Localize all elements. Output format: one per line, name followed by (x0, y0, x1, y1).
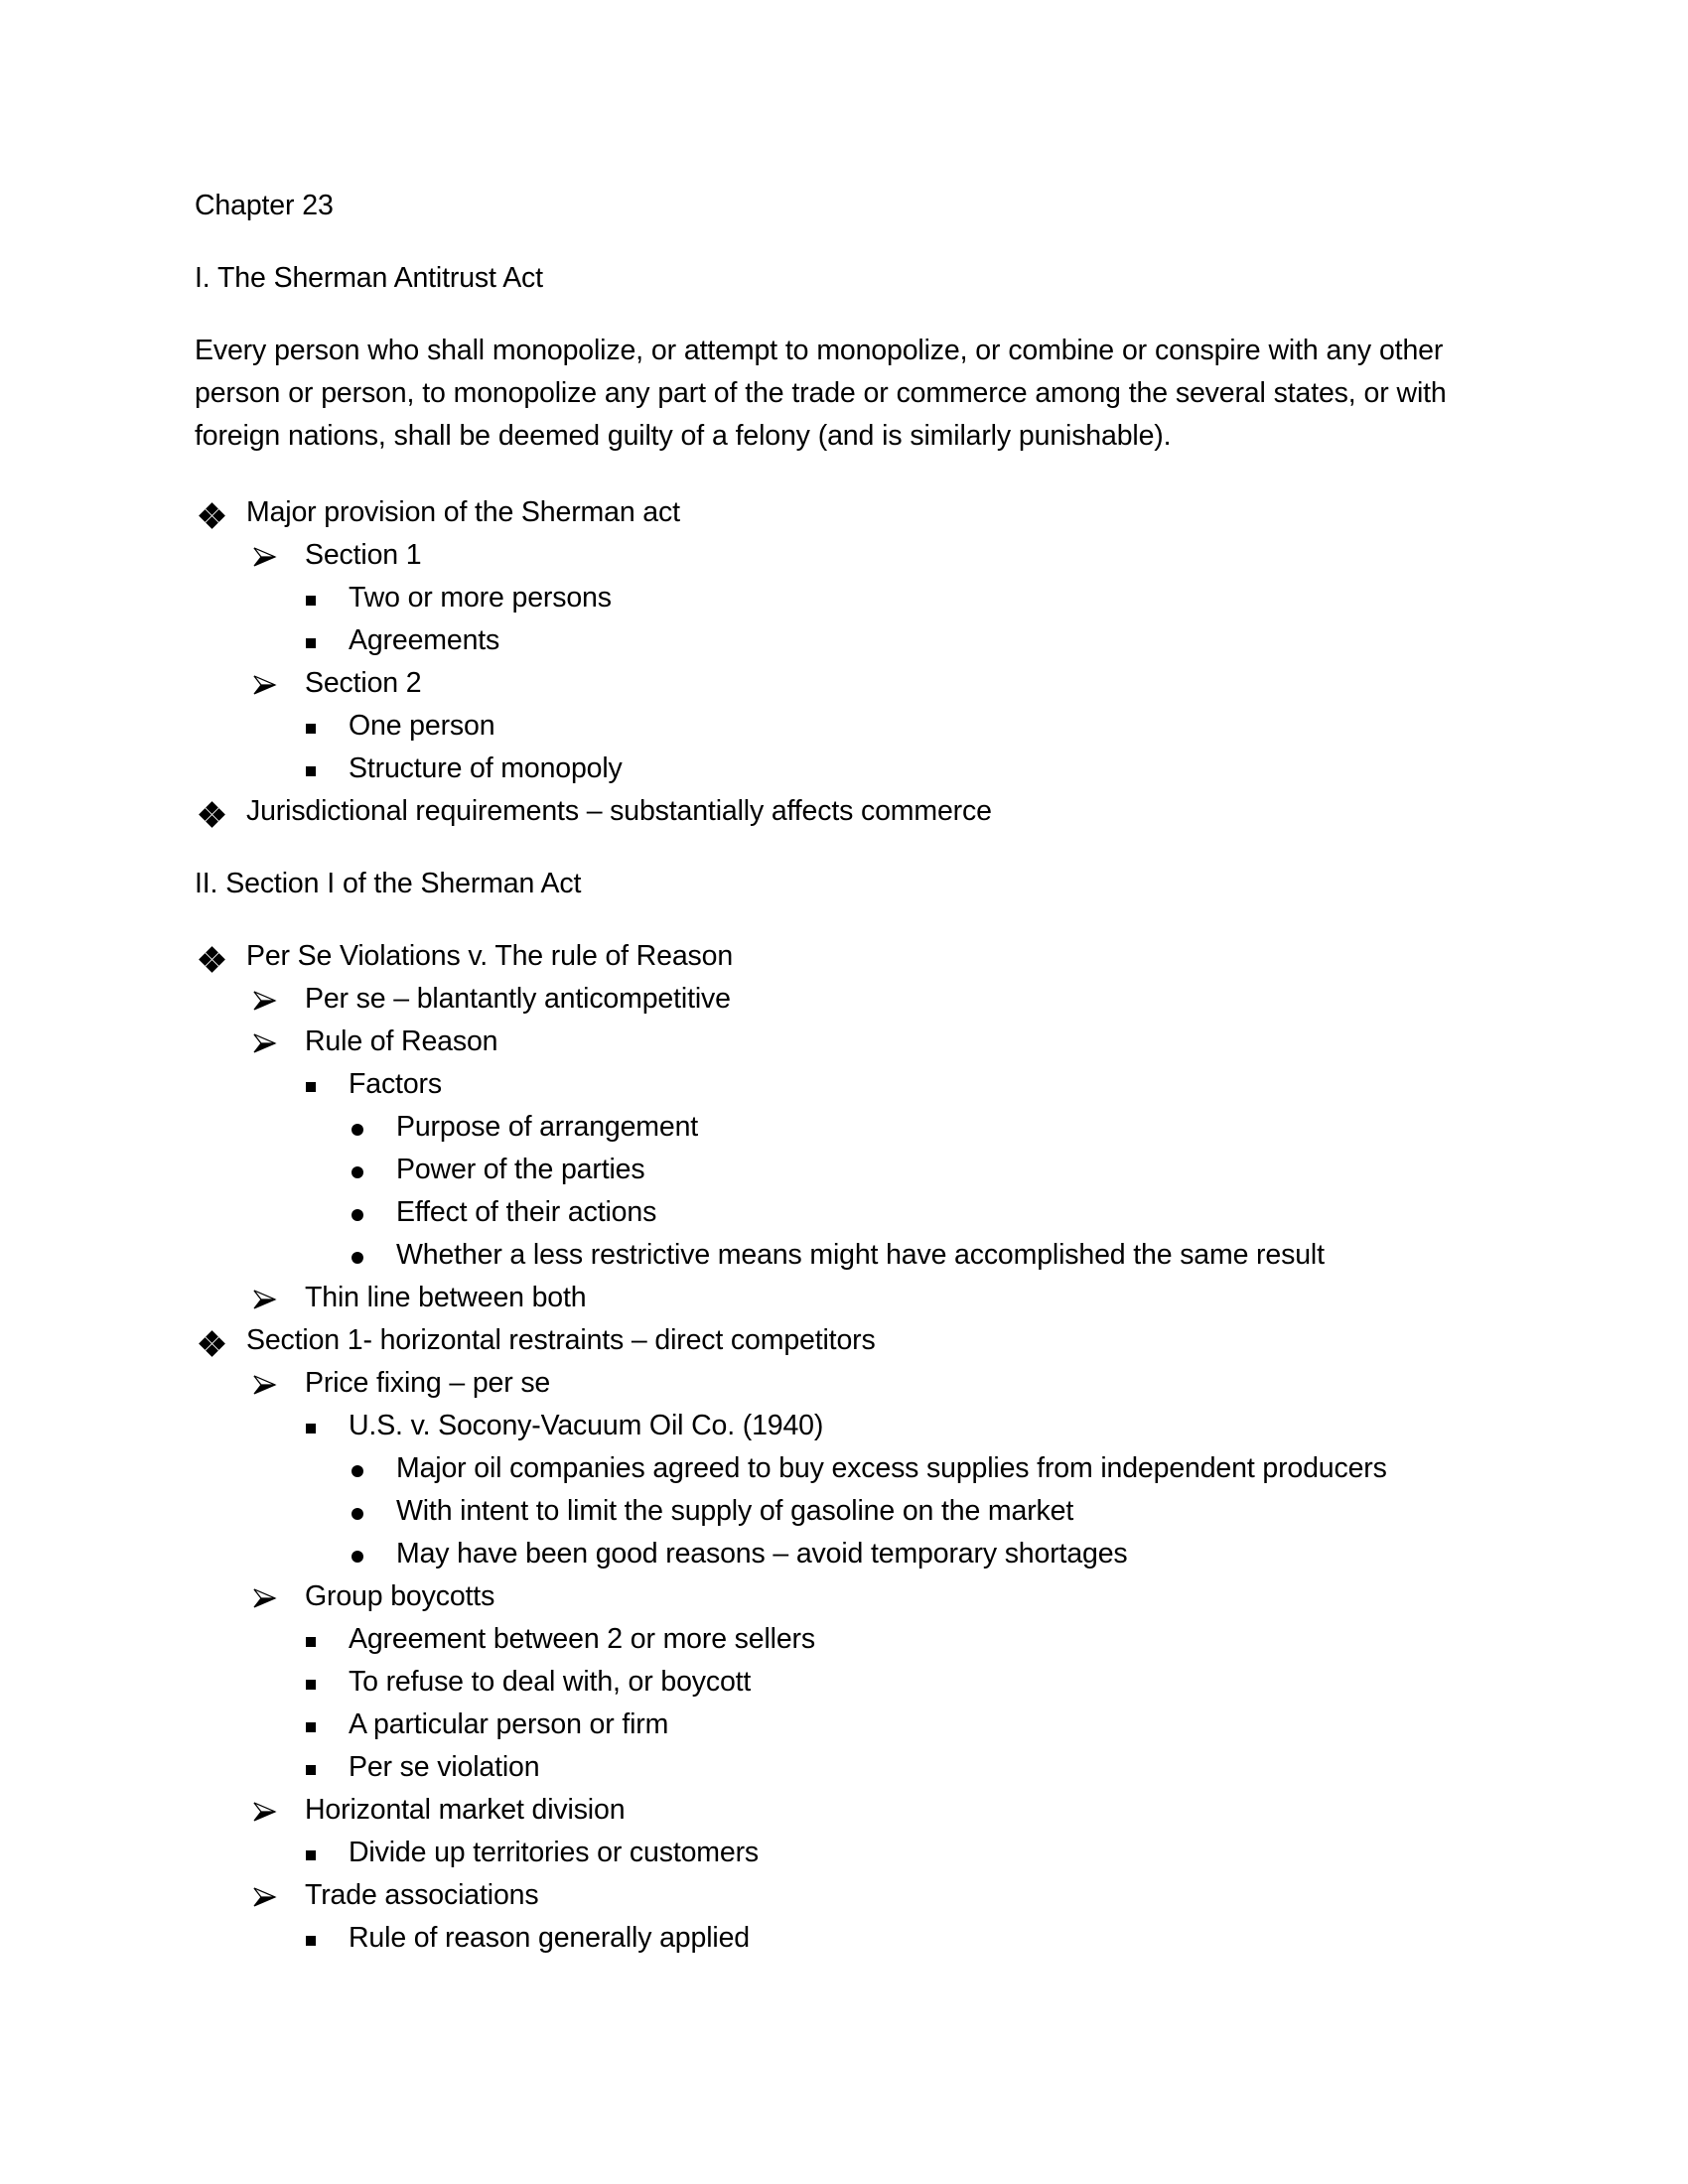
list-item-row (195, 748, 1476, 790)
list-item (195, 1405, 1476, 1447)
list-item-label: Section 2 (305, 667, 422, 699)
list-item (195, 1704, 1476, 1746)
list-item-label: To refuse to deal with, or boycott (349, 1666, 752, 1698)
dot-icon (352, 1447, 365, 1490)
list-item (195, 1832, 1476, 1874)
list-item (195, 1063, 1476, 1106)
list-item-row (195, 1533, 1476, 1575)
list-item (195, 1447, 1476, 1490)
list-item-label: Purpose of arrangement (396, 1111, 699, 1143)
list-item-row (195, 577, 1476, 619)
list-item-label: Divide up territories or customers (349, 1837, 760, 1868)
list-item-label: Trade associations (305, 1879, 539, 1911)
list-item (195, 1149, 1476, 1191)
list-item (195, 577, 1476, 619)
list-item (195, 748, 1476, 790)
list-item-label: Rule of Reason (305, 1025, 498, 1057)
list-item-row (195, 1191, 1476, 1234)
list-item-label: Section 1 (305, 539, 422, 571)
list-item-label: Rule of reason generally applied (349, 1922, 750, 1954)
list-item-row (195, 1149, 1476, 1191)
list-item (195, 534, 1476, 577)
list-item (195, 619, 1476, 662)
list-item-label: One person (349, 710, 495, 742)
list-item-label: Per se – blantantly anticompetitive (305, 983, 731, 1015)
list-item-label: Structure of monopoly (349, 752, 623, 784)
dot-icon (352, 1533, 365, 1575)
list-item-row (195, 1618, 1476, 1661)
outline-section-ii (195, 935, 1476, 1960)
dot-icon (352, 1149, 365, 1191)
list-item (195, 1277, 1476, 1319)
list-item-label: Horizontal market division (305, 1794, 626, 1826)
list-item-row (195, 1106, 1476, 1149)
list-item-label: A particular person or firm (349, 1708, 669, 1740)
dot-icon (352, 1106, 365, 1149)
list-item-label: Per Se Violations v. The rule of Reason (246, 940, 734, 972)
list-item-row (195, 1277, 1476, 1319)
list-item (195, 1533, 1476, 1575)
list-item-label: Power of the parties (396, 1154, 645, 1185)
list-item (195, 978, 1476, 1021)
list-item-row (195, 1704, 1476, 1746)
list-item-row (195, 1917, 1476, 1960)
list-item (195, 1362, 1476, 1405)
square-icon (306, 705, 318, 748)
list-item-row (195, 1362, 1476, 1405)
list-item-row (195, 790, 1476, 833)
list-item-label: Per se violation (349, 1751, 540, 1783)
list-item (195, 1874, 1476, 1917)
list-item (195, 491, 1476, 534)
dot-icon (352, 1234, 365, 1277)
square-icon (306, 1704, 318, 1746)
list-item (195, 1191, 1476, 1234)
list-item (195, 1746, 1476, 1789)
list-item-label: Factors (349, 1068, 442, 1100)
list-item (195, 705, 1476, 748)
section-spacer (195, 833, 1476, 863)
list-item-row (195, 1319, 1476, 1362)
list-item-label: Effect of their actions (396, 1196, 657, 1228)
list-item-row (195, 1661, 1476, 1704)
list-item-label: With intent to limit the supply of gasoline on the market (396, 1495, 1074, 1527)
list-item (195, 1234, 1476, 1277)
list-item-label: Major provision of the Sherman act (246, 496, 680, 528)
square-icon (306, 1917, 318, 1960)
list-item (195, 790, 1476, 833)
list-item (195, 1021, 1476, 1063)
list-item (195, 662, 1476, 705)
list-item-label: May have been good reasons – avoid temporary shortages (396, 1538, 1128, 1570)
list-item-label: Section 1- horizontal restraints – direct competitors (246, 1324, 876, 1356)
square-icon (306, 748, 318, 790)
list-item-label: Whether a less restrictive means might have accomplished the same result (396, 1239, 1325, 1271)
list-item-label: Thin line between both (305, 1282, 587, 1313)
list-item-row (195, 491, 1476, 534)
list-item-label: Price fixing – per se (305, 1367, 551, 1399)
square-icon (306, 1832, 318, 1874)
list-item-row (195, 1447, 1476, 1490)
list-item-row (195, 619, 1476, 662)
square-icon (306, 619, 318, 662)
list-item-label: Group boycotts (305, 1580, 495, 1612)
list-item-row (195, 705, 1476, 748)
sherman-act-quote: Every person who shall monopolize, or attempt to monopolize, or combine or conspire with any other person or person, to monopolize any part of the trade or commerce among the several states, or with foreign nations, shall be deemed guilty of a felony (and is similarly punishable). (195, 335, 1447, 452)
list-item-row (195, 1874, 1476, 1917)
list-item-row (195, 978, 1476, 1021)
list-item-row (195, 1063, 1476, 1106)
square-icon (306, 1405, 318, 1447)
list-item (195, 935, 1476, 978)
page-title: Chapter 23 (195, 190, 334, 221)
list-item-label: Agreements (349, 624, 500, 656)
dot-icon (352, 1490, 365, 1533)
list-item-row (195, 1575, 1476, 1618)
list-item-row (195, 1490, 1476, 1533)
list-item (195, 1575, 1476, 1618)
square-icon (306, 1746, 318, 1789)
document-content (195, 185, 1476, 1960)
list-item (195, 1319, 1476, 1362)
list-item-row (195, 534, 1476, 577)
section-heading-i: I. The Sherman Antitrust Act (195, 262, 543, 294)
list-item-label: Agreement between 2 or more sellers (349, 1623, 815, 1655)
list-item-row (195, 1405, 1476, 1447)
square-icon (306, 577, 318, 619)
square-icon (306, 1063, 318, 1106)
list-item (195, 1490, 1476, 1533)
list-item (195, 1106, 1476, 1149)
list-item-label: Major oil companies agreed to buy excess supplies from independent producers (396, 1452, 1387, 1484)
list-item-row (195, 1234, 1476, 1277)
list-item (195, 1789, 1476, 1832)
dot-icon (352, 1191, 365, 1234)
list-item-row (195, 1832, 1476, 1874)
list-item-label: U.S. v. Socony-Vacuum Oil Co. (1940) (349, 1410, 824, 1441)
list-item (195, 1917, 1476, 1960)
square-icon (306, 1661, 318, 1704)
list-item-row (195, 935, 1476, 978)
square-icon (306, 1618, 318, 1661)
list-item (195, 1618, 1476, 1661)
list-item-label: Jurisdictional requirements – substantially affects commerce (246, 795, 992, 827)
outline-section-i (195, 491, 1476, 833)
list-item (195, 1661, 1476, 1704)
list-item-row (195, 1021, 1476, 1063)
section-heading-ii: II. Section I of the Sherman Act (195, 868, 582, 899)
list-item-row (195, 1746, 1476, 1789)
list-item-label: Two or more persons (349, 582, 612, 614)
list-item-row (195, 662, 1476, 705)
list-item-row (195, 1789, 1476, 1832)
